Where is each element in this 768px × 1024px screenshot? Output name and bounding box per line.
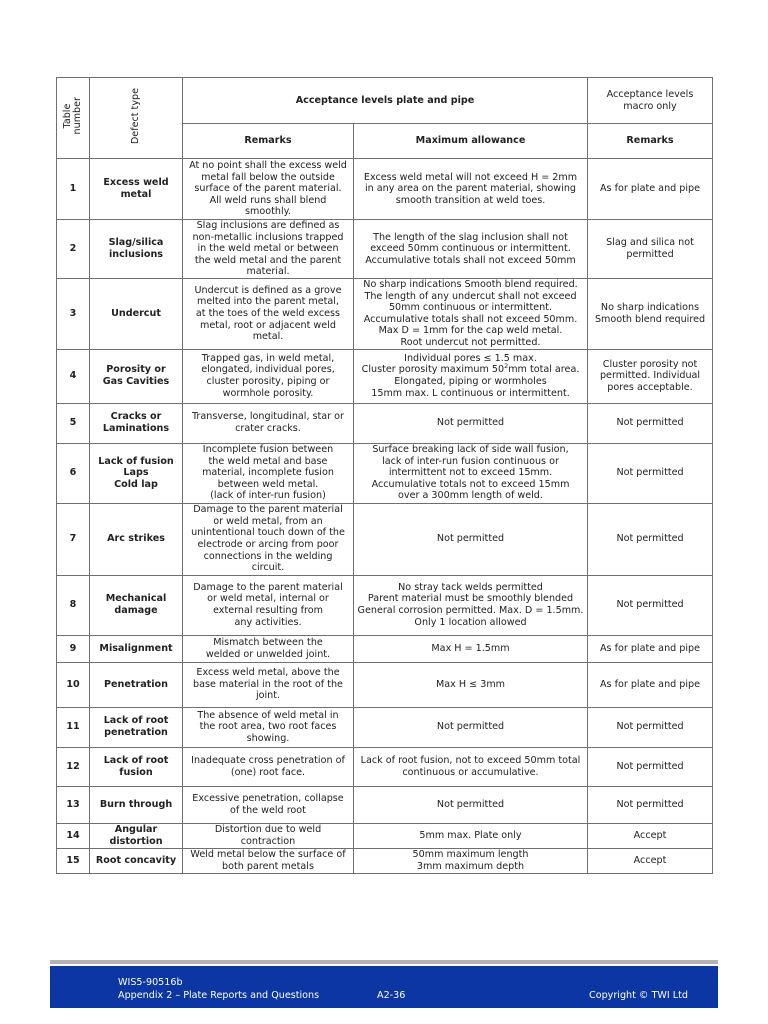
defect-type: Lack of fusion Laps Cold lap: [90, 443, 183, 503]
remarks: Trapped gas, in weld metal, elongated, individual pores, cluster porosity, piping or wormhole porosity.: [183, 349, 354, 403]
remarks: Excessive penetration, collapse of the weld root: [183, 786, 354, 823]
footer-bar: [50, 966, 718, 1008]
maximum-allowance: Max H ≤ 3mm: [354, 662, 588, 707]
defect-type: Root concavity: [90, 848, 183, 873]
table-row: [57, 707, 713, 747]
macro-remarks: Accept: [588, 823, 713, 848]
allowance-line: Elongated, piping or wormholes: [394, 376, 547, 388]
row-number: 14: [57, 823, 90, 848]
table-row: [57, 848, 713, 873]
maximum-allowance: No sharp indications Smooth blend required. The length of any undercut shall not exceed 50mm continuous or intermittent. Accumulative totals shall not exceed 50mm. Max D = 1mm for the cap weld metal. Root undercut not permitted.: [354, 279, 588, 350]
maximum-allowance: Not permitted: [354, 503, 588, 575]
maximum-allowance: Surface breaking lack of side wall fusion, lack of inter-run fusion continuous or intermittent not to exceed 15mm. Accumulative totals not to exceed 15mm over a 300mm length of weld.: [354, 443, 588, 503]
defect-type: Lack of root penetration: [90, 707, 183, 747]
table-row: [57, 823, 713, 848]
macro-remarks: Not permitted: [588, 786, 713, 823]
macro-remarks: As for plate and pipe: [588, 159, 713, 220]
remarks: At no point shall the excess weld metal fall below the outside surface of the parent material. All weld runs shall blend smoothly.: [183, 159, 354, 220]
defect-type: Slag/silica inclusions: [90, 220, 183, 279]
allowance-line: Only 1 location allowed: [414, 616, 527, 628]
appendix-title: Appendix 2 – Plate Reports and Questions: [118, 990, 320, 1001]
remarks: Slag inclusions are defined as non-metallic inclusions trapped in the weld metal or between the weld metal and the parent material.: [183, 220, 354, 279]
defect-type: Mechanical damage: [90, 575, 183, 635]
row-number: 15: [57, 848, 90, 873]
defect-type: Cracks or Laminations: [90, 403, 183, 443]
remarks: Undercut is defined as a grove melted into the parent metal, at the toes of the weld excess metal, root or adjacent weld metal.: [183, 279, 354, 350]
remarks: Inadequate cross penetration of (one) root face.: [183, 747, 354, 786]
header-maximum-allowance: Maximum allowance: [354, 124, 588, 159]
table-row: [57, 279, 713, 350]
header-remarks: Remarks: [183, 124, 354, 159]
row-number: 10: [57, 662, 90, 707]
remarks: Mismatch between the welded or unwelded joint.: [183, 635, 354, 662]
header-table-number: Table number: [57, 78, 90, 159]
header-remarks-macro: Remarks: [588, 124, 713, 159]
maximum-allowance: Max H = 1.5mm: [354, 635, 588, 662]
remarks: Incomplete fusion between the weld metal and base material, incomplete fusion between weld metal. (lack of inter-run fusion): [183, 443, 354, 503]
defect-type: Arc strikes: [90, 503, 183, 575]
maximum-allowance: 50mm maximum length 3mm maximum depth: [354, 848, 588, 873]
table-row: [57, 786, 713, 823]
macro-remarks: Accept: [588, 848, 713, 873]
macro-remarks: Not permitted: [588, 575, 713, 635]
remarks: Excess weld metal, above the base material in the root of the joint.: [183, 662, 354, 707]
table-row: [57, 349, 713, 403]
row-number: 9: [57, 635, 90, 662]
maximum-allowance: 5mm max. Plate only: [354, 823, 588, 848]
header-acceptance-macro: Acceptance levels macro only: [588, 78, 713, 124]
row-number: 1: [57, 159, 90, 220]
allowance-line: Cluster porosity maximum $50^2mm$ total area.: [361, 362, 580, 376]
macro-remarks: No sharp indications Smooth blend required: [588, 279, 713, 350]
remarks: Damage to the parent material or weld metal, internal or external resulting from any activities.: [183, 575, 354, 635]
macro-remarks: Not permitted: [588, 707, 713, 747]
row-number: 12: [57, 747, 90, 786]
defect-type: Undercut: [90, 279, 183, 350]
remarks: The absence of weld metal in the root area, two root faces showing.: [183, 707, 354, 747]
table-row: [57, 503, 713, 575]
allowance-line: Parent material must be smoothly blended: [367, 593, 574, 605]
row-number: 4: [57, 349, 90, 403]
row-number: 11: [57, 707, 90, 747]
page-number: A2-36: [377, 990, 406, 1001]
table-row: [57, 443, 713, 503]
macro-remarks: Not permitted: [588, 443, 713, 503]
table-row: [57, 747, 713, 786]
copyright-notice: Copyright © TWI Ltd: [589, 990, 688, 1001]
footer-divider: [50, 960, 718, 964]
allowance-line: Individual pores ≤ 1.5 max.: [404, 352, 537, 364]
defect-type: Angular distortion: [90, 823, 183, 848]
maximum-allowance: [354, 349, 588, 403]
acceptance-levels-table: [56, 77, 713, 874]
maximum-allowance: Not permitted: [354, 403, 588, 443]
table-row: [57, 635, 713, 662]
header-acceptance-plate-pipe: Acceptance levels plate and pipe: [183, 78, 588, 124]
table-row: [57, 403, 713, 443]
maximum-allowance: Excess weld metal will not exceed H = 2mm in any area on the parent material, showing smooth transition at weld toes.: [354, 159, 588, 220]
table-row: [57, 575, 713, 635]
remarks: Weld metal below the surface of both parent metals: [183, 848, 354, 873]
remarks: Distortion due to weld contraction: [183, 823, 354, 848]
defect-type: Porosity or Gas Cavities: [90, 349, 183, 403]
macro-remarks: As for plate and pipe: [588, 635, 713, 662]
allowance-line: No stray tack welds permitted: [398, 581, 543, 593]
maximum-allowance: Not permitted: [354, 786, 588, 823]
row-number: 3: [57, 279, 90, 350]
defect-type: Burn through: [90, 786, 183, 823]
defect-type: Lack of root fusion: [90, 747, 183, 786]
header-defect-type: Defect type: [90, 78, 183, 159]
maximum-allowance: The length of the slag inclusion shall not exceed 50mm continuous or intermittent. Accumulative totals shall not exceed 50mm: [354, 220, 588, 279]
table-row: [57, 220, 713, 279]
macro-remarks: Slag and silica not permitted: [588, 220, 713, 279]
row-number: 6: [57, 443, 90, 503]
document-code: WIS5-90516b: [118, 977, 183, 988]
defect-type: Misalignment: [90, 635, 183, 662]
macro-remarks: Not permitted: [588, 403, 713, 443]
allowance-line: 15mm max. L continuous or intermittent.: [371, 387, 570, 399]
row-number: 5: [57, 403, 90, 443]
maximum-allowance: Not permitted: [354, 707, 588, 747]
row-number: 13: [57, 786, 90, 823]
macro-remarks: Not permitted: [588, 503, 713, 575]
maximum-allowance: Lack of root fusion, not to exceed 50mm total continuous or accumulative.: [354, 747, 588, 786]
maximum-allowance: [354, 575, 588, 635]
macro-remarks: Cluster porosity not permitted. Individual pores acceptable.: [588, 349, 713, 403]
row-number: 8: [57, 575, 90, 635]
row-number: 7: [57, 503, 90, 575]
table-row: [57, 662, 713, 707]
remarks: Damage to the parent material or weld metal, from an unintentional touch down of the electrode or arcing from poor connections in the welding circuit.: [183, 503, 354, 575]
allowance-line: General corrosion permitted. Max. D = 1.5mm.: [357, 605, 584, 617]
macro-remarks: Not permitted: [588, 747, 713, 786]
defect-type: Penetration: [90, 662, 183, 707]
table-row: [57, 159, 713, 220]
remarks: Transverse, longitudinal, star or crater cracks.: [183, 403, 354, 443]
macro-remarks: As for plate and pipe: [588, 662, 713, 707]
defect-type: Excess weld metal: [90, 159, 183, 220]
row-number: 2: [57, 220, 90, 279]
